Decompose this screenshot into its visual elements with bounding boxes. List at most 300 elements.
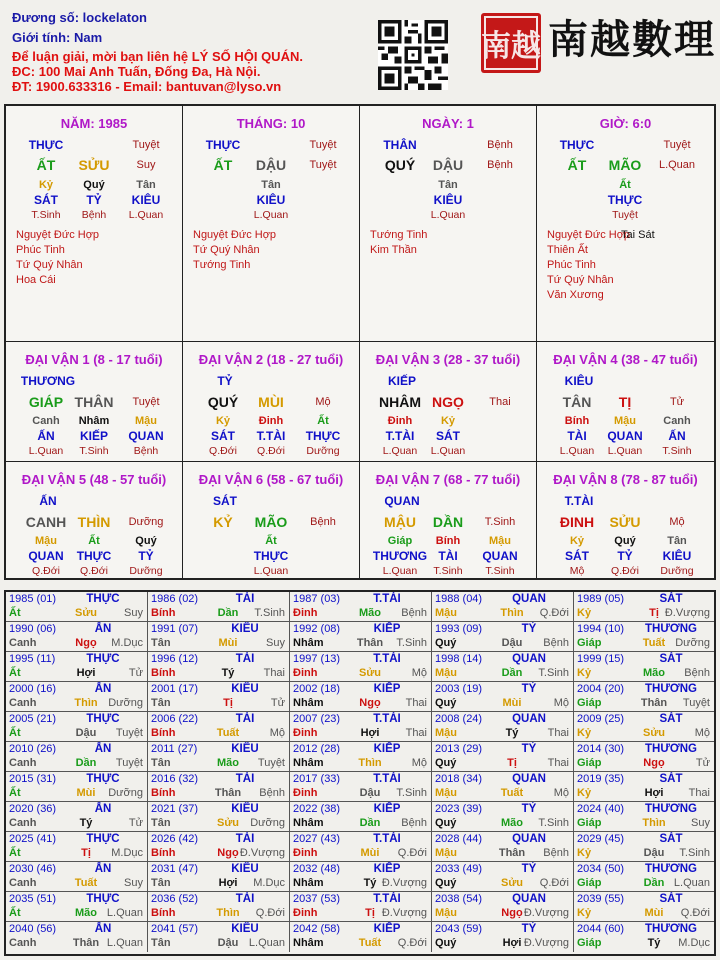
pillar-stem: QUÝ	[384, 157, 416, 173]
annual-branch: Tý	[647, 937, 661, 949]
annual-stem: Nhâm	[293, 637, 324, 649]
annual-god: SÁT	[659, 773, 683, 785]
annual-god: ẤN	[94, 923, 112, 935]
hidden-god: TỶ	[86, 193, 102, 207]
hidden-stem: Ất	[88, 535, 100, 547]
annual-cell	[574, 682, 714, 712]
annual-cell	[574, 712, 714, 742]
annual-state: M.Dục	[253, 877, 285, 889]
life-stage: Q.Đới	[209, 445, 237, 457]
annual-branch: Dần	[359, 817, 381, 829]
annual-cell	[148, 892, 290, 922]
annual-god: SÁT	[659, 593, 683, 605]
annual-state: Q.Đới	[539, 877, 569, 889]
pillar-cell	[360, 106, 537, 342]
annual-stem: Quý	[435, 937, 457, 949]
annual-god: KIÊU	[231, 743, 259, 755]
dai-van-top-god: KIẾP	[387, 374, 416, 388]
annual-year: 2025 (41)	[9, 833, 57, 845]
star-item: Tướng Tinh	[193, 259, 251, 271]
star-extra: Tai Sát	[621, 229, 655, 241]
annual-state: Bệnh	[259, 787, 285, 799]
annual-cell	[290, 712, 432, 742]
annual-state: L.Quan	[248, 937, 285, 949]
annual-god: KIÊU	[231, 683, 259, 695]
annual-god: TÀI	[235, 893, 255, 905]
annual-state: L.Quan	[673, 877, 710, 889]
annual-cell	[290, 682, 432, 712]
annual-year: 1991 (07)	[151, 623, 199, 635]
dai-van-cell	[537, 462, 714, 578]
annual-cell	[6, 802, 148, 832]
annual-branch: Sửu	[500, 877, 524, 889]
annual-god: KIẾP	[373, 803, 401, 815]
annual-state: Bệnh	[401, 607, 427, 619]
hidden-god: ẤN	[668, 429, 686, 443]
star-list	[547, 228, 630, 303]
annual-state: Bệnh	[543, 847, 569, 859]
annual-stem: Quý	[435, 697, 457, 709]
annual-state: L.Quan	[106, 907, 143, 919]
dai-van-title: ĐẠI VẬN 4 (38 - 47 tuổi)	[553, 352, 698, 367]
annual-branch: Mão	[501, 817, 523, 829]
qr-code-icon[interactable]	[378, 20, 448, 90]
annual-state: T.Sinh	[254, 607, 285, 619]
hidden-stem: Canh	[663, 415, 691, 427]
annual-cell	[432, 712, 574, 742]
hidden-stem: Tân	[438, 179, 458, 191]
annual-stem: Quý	[435, 757, 457, 769]
annual-state: Thai	[547, 757, 569, 769]
annual-god: KIÊU	[231, 923, 259, 935]
star-item: Nguyệt Đức Hợp	[547, 229, 631, 241]
life-stage: Q.Đới	[257, 445, 285, 457]
hidden-stem: Tân	[261, 179, 281, 191]
annual-god: THỰC	[86, 773, 120, 785]
hidden-god: THỰC	[253, 549, 289, 563]
annual-god: TỶ	[521, 623, 537, 635]
hidden-god: TỶ	[617, 549, 633, 563]
annual-state: Dưỡng	[108, 697, 143, 709]
annual-stem: Canh	[9, 817, 37, 829]
annual-state: Mộ	[411, 667, 427, 679]
annual-state: Mộ	[411, 757, 427, 769]
annual-cell	[148, 832, 290, 862]
star-list	[16, 228, 99, 288]
annual-stem: Bính	[151, 907, 176, 919]
annual-cell	[574, 622, 714, 652]
annual-year: 2011 (27)	[151, 743, 198, 755]
annual-god: TÀI	[235, 833, 255, 845]
pillar-branch-state: L.Quan	[658, 159, 696, 171]
annual-god: THƯƠNG	[645, 923, 697, 935]
dai-van-branch: THÂN	[74, 394, 114, 410]
dai-van-branch-state: T.Sinh	[484, 516, 516, 528]
annual-stem: Tân	[151, 757, 171, 769]
annual-cell	[290, 622, 432, 652]
hidden-god: KIÊU	[433, 193, 463, 207]
annual-year: 2019 (35)	[577, 773, 625, 785]
annual-state: Đ.Vượng	[239, 847, 285, 859]
life-stage: Tuyệt	[612, 209, 638, 221]
life-stage: Q.Đới	[611, 565, 639, 577]
annual-cell	[148, 682, 290, 712]
pillar-stem: ẤT	[213, 157, 233, 173]
annual-god: SÁT	[659, 713, 683, 725]
annual-branch: Thân	[640, 697, 668, 709]
star-item: Tướng Tinh	[370, 229, 428, 241]
annual-year: 2027 (43)	[293, 833, 341, 845]
dai-van-branch-state: Tử	[669, 396, 685, 408]
annual-god: ẤN	[94, 683, 112, 695]
annual-god: T.TÀI	[373, 593, 401, 605]
annual-branch: Hợi	[218, 877, 238, 889]
annual-branch: Dậu	[359, 787, 381, 799]
annual-state: Suy	[691, 817, 710, 829]
annual-stem: Kỷ	[577, 607, 592, 619]
annual-year: 2017 (33)	[293, 773, 341, 785]
contact-line: ĐT: 1900.633316 - Email: bantuvan@lyso.vn	[12, 79, 282, 94]
dai-van-title: ĐẠI VẬN 5 (48 - 57 tuổi)	[21, 472, 167, 487]
annual-stem: Nhâm	[293, 697, 324, 709]
annual-branch: Dậu	[643, 847, 665, 859]
annual-year: 2008 (24)	[435, 713, 483, 725]
annual-year: 1985 (01)	[9, 593, 57, 605]
annual-cell	[290, 862, 432, 892]
pillar-branch: SỬU	[78, 157, 110, 173]
dai-van-cell	[6, 462, 183, 578]
annual-branch: Hợi	[76, 667, 96, 679]
annual-cell	[148, 622, 290, 652]
annual-branch: Tuất	[74, 877, 98, 889]
annual-stem: Quý	[435, 817, 457, 829]
annual-cell	[6, 712, 148, 742]
annual-stem: Bính	[151, 667, 176, 679]
annual-state: Dưỡng	[675, 637, 710, 649]
pillar-branch-state: Tuyệt	[309, 159, 337, 171]
annual-god: TỶ	[521, 683, 537, 695]
annual-stem: Đinh	[293, 607, 318, 619]
hidden-stem: Quý	[135, 535, 157, 547]
annual-god: KIÊU	[231, 623, 259, 635]
annual-cell	[148, 772, 290, 802]
annual-state: Đ.Vượng	[523, 937, 569, 949]
annual-branch: Thân	[72, 937, 100, 949]
pillar-top-state: Tuyệt	[132, 139, 160, 151]
dai-van-top-god: T.TÀI	[564, 494, 594, 508]
dai-van-stem: MẬU	[384, 514, 416, 530]
annual-year: 2000 (16)	[9, 683, 57, 695]
annual-stem: Canh	[9, 757, 37, 769]
hidden-god: SÁT	[565, 549, 589, 563]
annual-branch: Dần	[75, 757, 97, 769]
hidden-god: SÁT	[211, 429, 235, 443]
annual-cell	[432, 832, 574, 862]
annual-branch: Hợi	[360, 727, 380, 739]
annual-state: T.Sinh	[679, 847, 710, 859]
brand-seal-icon	[480, 12, 542, 74]
hidden-stem: Ất	[317, 415, 329, 427]
annual-cell	[574, 592, 714, 622]
annual-state: Q.Đới	[397, 937, 427, 949]
annual-state: Tử	[695, 757, 710, 769]
dai-van-stem: CANH	[25, 514, 67, 530]
annual-cell	[148, 712, 290, 742]
annual-god: TỶ	[521, 743, 537, 755]
annual-stem: Đinh	[293, 907, 318, 919]
gender-line: Giới tính: Nam	[12, 30, 103, 45]
pillar-cell	[183, 106, 360, 342]
annual-god: QUAN	[512, 773, 546, 785]
annual-branch: Tý	[505, 727, 519, 739]
annual-branch: Tị	[649, 607, 659, 619]
life-stage: T.Sinh	[79, 445, 109, 457]
annual-god: TÀI	[235, 593, 255, 605]
annual-stem: Tân	[151, 937, 171, 949]
annual-cell	[148, 922, 290, 952]
annual-year: 2030 (46)	[9, 863, 57, 875]
hidden-god: SÁT	[34, 193, 58, 207]
life-stage: L.Quan	[253, 209, 289, 221]
dai-van-branch: TỊ	[618, 394, 632, 410]
dai-van-branch: MÃO	[254, 514, 288, 530]
annual-god: KIÊU	[231, 863, 259, 875]
annual-branch: Dậu	[217, 937, 239, 949]
hidden-god: QUAN	[128, 429, 164, 443]
hidden-god: KIÊU	[662, 549, 692, 563]
life-stage: Dưỡng	[129, 565, 163, 577]
dai-van-stem: GIÁP	[28, 394, 64, 410]
annual-god: TỶ	[521, 803, 537, 815]
annual-branch: Mão	[643, 667, 665, 679]
dai-van-branch: DẦN	[432, 514, 464, 530]
annual-state: T.Sinh	[396, 637, 427, 649]
annual-branch: Dậu	[75, 727, 97, 739]
annual-state: Q.Đới	[255, 907, 285, 919]
annual-god: THỰC	[86, 593, 120, 605]
annual-stem: Mậu	[435, 727, 457, 739]
annual-cell	[6, 592, 148, 622]
annual-state: Dưỡng	[108, 787, 143, 799]
pillar-branch-state: Suy	[136, 159, 156, 171]
star-item: Nguyệt Đức Hợp	[193, 229, 277, 241]
hidden-god: THỰC	[76, 549, 112, 563]
annual-stem: Nhâm	[293, 817, 324, 829]
dai-van-branch: SỬU	[609, 514, 641, 530]
annual-state: Mộ	[553, 787, 569, 799]
annual-cell	[432, 802, 574, 832]
hidden-god: QUAN	[607, 429, 643, 443]
annual-state: Thai	[405, 697, 427, 709]
annual-cell	[148, 742, 290, 772]
annual-branch: Ngọ	[501, 907, 523, 919]
annual-stem: Giáp	[577, 757, 602, 769]
annual-stem: Quý	[435, 877, 457, 889]
annual-branch: Tị	[81, 847, 91, 859]
pillar-top-god: THÂN	[383, 138, 417, 152]
annual-cell	[574, 922, 714, 952]
dai-van-branch-state: Dưỡng	[128, 516, 164, 528]
annual-stem: Giáp	[577, 697, 602, 709]
annual-god: THỰC	[86, 713, 120, 725]
annual-cell	[290, 592, 432, 622]
annual-branch: Mùi	[218, 637, 238, 649]
hidden-god: TỶ	[138, 549, 154, 563]
annual-branch: Tị	[507, 757, 517, 769]
annual-branch: Tuất	[216, 727, 240, 739]
annual-god: T.TÀI	[373, 653, 401, 665]
annual-state: Tuyệt	[115, 727, 143, 739]
annual-cell	[6, 682, 148, 712]
annual-state: Thai	[688, 787, 710, 799]
annual-cell	[6, 772, 148, 802]
annual-branch: Dần	[217, 607, 239, 619]
hidden-stem: Mậu	[35, 535, 57, 547]
annual-god: TÀI	[235, 653, 255, 665]
annual-year: 1995 (11)	[9, 653, 56, 665]
life-stage: L.Quan	[430, 445, 466, 457]
annual-year: 1992 (08)	[293, 623, 341, 635]
pillar-stem: ẤT	[36, 157, 56, 173]
annual-cell	[574, 892, 714, 922]
annual-stem: Ất	[9, 607, 21, 619]
hidden-god: THỰC	[305, 429, 341, 443]
annual-state: Suy	[124, 877, 143, 889]
hidden-god: T.TÀI	[256, 429, 286, 443]
annual-cell	[6, 922, 148, 952]
annual-year: 2026 (42)	[151, 833, 199, 845]
dai-van-top-god: KIÊU	[564, 374, 594, 388]
annual-stem: Kỷ	[577, 787, 592, 799]
annual-stem: Ất	[9, 847, 21, 859]
pillar-top-god: THỰC	[559, 138, 595, 152]
promo-line: Để luận giải, mời bạn liên hệ LÝ SỐ HỘI QUÁN.	[12, 49, 303, 64]
annual-branch: Dần	[501, 667, 523, 679]
annual-god: THƯƠNG	[645, 623, 697, 635]
annual-stem: Canh	[9, 877, 37, 889]
annual-god: KIẾP	[373, 923, 401, 935]
annual-stem: Kỷ	[577, 907, 592, 919]
annual-branch: Sửu	[642, 727, 666, 739]
annual-branch: Tuất	[642, 637, 666, 649]
annual-god: QUAN	[512, 833, 546, 845]
bazi-chart	[4, 104, 716, 580]
annual-year: 2006 (22)	[151, 713, 199, 725]
annual-state: Mộ	[553, 697, 569, 709]
annual-state: Tử	[270, 697, 285, 709]
annual-cell	[432, 682, 574, 712]
hidden-stem: Bính	[564, 415, 590, 427]
hidden-stem: Kỷ	[215, 415, 231, 427]
annual-state: Dưỡng	[250, 817, 285, 829]
hidden-stem: Đinh	[258, 415, 284, 427]
hidden-stem: Kỷ	[569, 535, 585, 547]
annual-state: T.Sinh	[538, 667, 569, 679]
hidden-god: TÀI	[438, 549, 458, 563]
annual-state: T.Sinh	[538, 817, 569, 829]
annual-cell	[432, 592, 574, 622]
annual-year: 2031 (47)	[151, 863, 199, 875]
annual-state: Tử	[128, 667, 143, 679]
life-stage: L.Quan	[559, 445, 595, 457]
dai-van-title: ĐẠI VẬN 6 (58 - 67 tuổi)	[198, 472, 344, 487]
annual-year: 1988 (04)	[435, 593, 483, 605]
annual-branch: Tị	[365, 907, 375, 919]
annual-state: Tuyệt	[682, 697, 710, 709]
hidden-stem: Kỷ	[440, 415, 456, 427]
annual-year: 2016 (32)	[151, 773, 199, 785]
annual-year: 2038 (54)	[435, 893, 483, 905]
annual-stem: Bính	[151, 727, 176, 739]
life-stage: Q.Đới	[32, 565, 60, 577]
header	[0, 0, 720, 100]
annual-stem: Giáp	[577, 877, 602, 889]
star-list	[370, 228, 427, 258]
annual-cell	[432, 772, 574, 802]
annual-stem: Quý	[435, 637, 457, 649]
annual-cell	[574, 862, 714, 892]
annual-god: THỰC	[86, 833, 120, 845]
annual-year: 2024 (40)	[577, 803, 625, 815]
life-stage: T.Sinh	[485, 565, 515, 577]
dai-van-stem: KỶ	[213, 514, 233, 530]
dai-van-stem: QUÝ	[207, 394, 239, 410]
annual-god: KIẾP	[373, 623, 401, 635]
annual-branch: Tý	[79, 817, 93, 829]
dai-van-stem: TÂN	[562, 394, 592, 410]
annual-stem: Kỷ	[577, 667, 592, 679]
life-stage: Q.Đới	[80, 565, 108, 577]
annual-cell	[432, 892, 574, 922]
annual-god: KIẾP	[373, 743, 401, 755]
annual-stem: Mậu	[435, 847, 457, 859]
annual-state: Bệnh	[543, 637, 569, 649]
annual-state: Đ.Vượng	[523, 907, 569, 919]
annual-year: 1994 (10)	[577, 623, 625, 635]
hidden-stem: Mậu	[614, 415, 636, 427]
annual-year: 2001 (17)	[151, 683, 199, 695]
annual-stem: Nhâm	[293, 757, 324, 769]
annual-cell	[290, 802, 432, 832]
dai-van-cell	[360, 462, 537, 578]
annual-year: 2032 (48)	[293, 863, 341, 875]
dai-van-title: ĐẠI VẬN 3 (28 - 37 tuổi)	[375, 352, 521, 367]
annual-stem: Tân	[151, 817, 171, 829]
hidden-stem: Bính	[435, 535, 461, 547]
annual-god: T.TÀI	[373, 713, 401, 725]
life-stage: L.Quan	[253, 565, 289, 577]
annual-year: 2023 (39)	[435, 803, 483, 815]
annual-year: 1997 (13)	[293, 653, 341, 665]
annual-year: 2018 (34)	[435, 773, 483, 785]
hidden-god: QUAN	[482, 549, 518, 563]
annual-branch: Mùi	[502, 697, 522, 709]
star-item: Tứ Quý Nhân	[547, 274, 614, 286]
dai-van-branch-state: Bệnh	[310, 516, 336, 528]
life-stage: Mộ	[569, 565, 585, 577]
annual-stem: Giáp	[577, 937, 602, 949]
hidden-god: KIÊU	[256, 193, 286, 207]
annual-year: 2015 (31)	[9, 773, 57, 785]
pillar-top-state: Bệnh	[487, 139, 513, 151]
annual-cell	[6, 622, 148, 652]
hidden-god: THỰC	[607, 193, 643, 207]
star-list	[193, 228, 276, 273]
annual-state: Đ.Vượng	[664, 607, 710, 619]
annual-year: 1990 (06)	[9, 623, 57, 635]
annual-cell	[148, 862, 290, 892]
annual-god: KIẾP	[373, 863, 401, 875]
